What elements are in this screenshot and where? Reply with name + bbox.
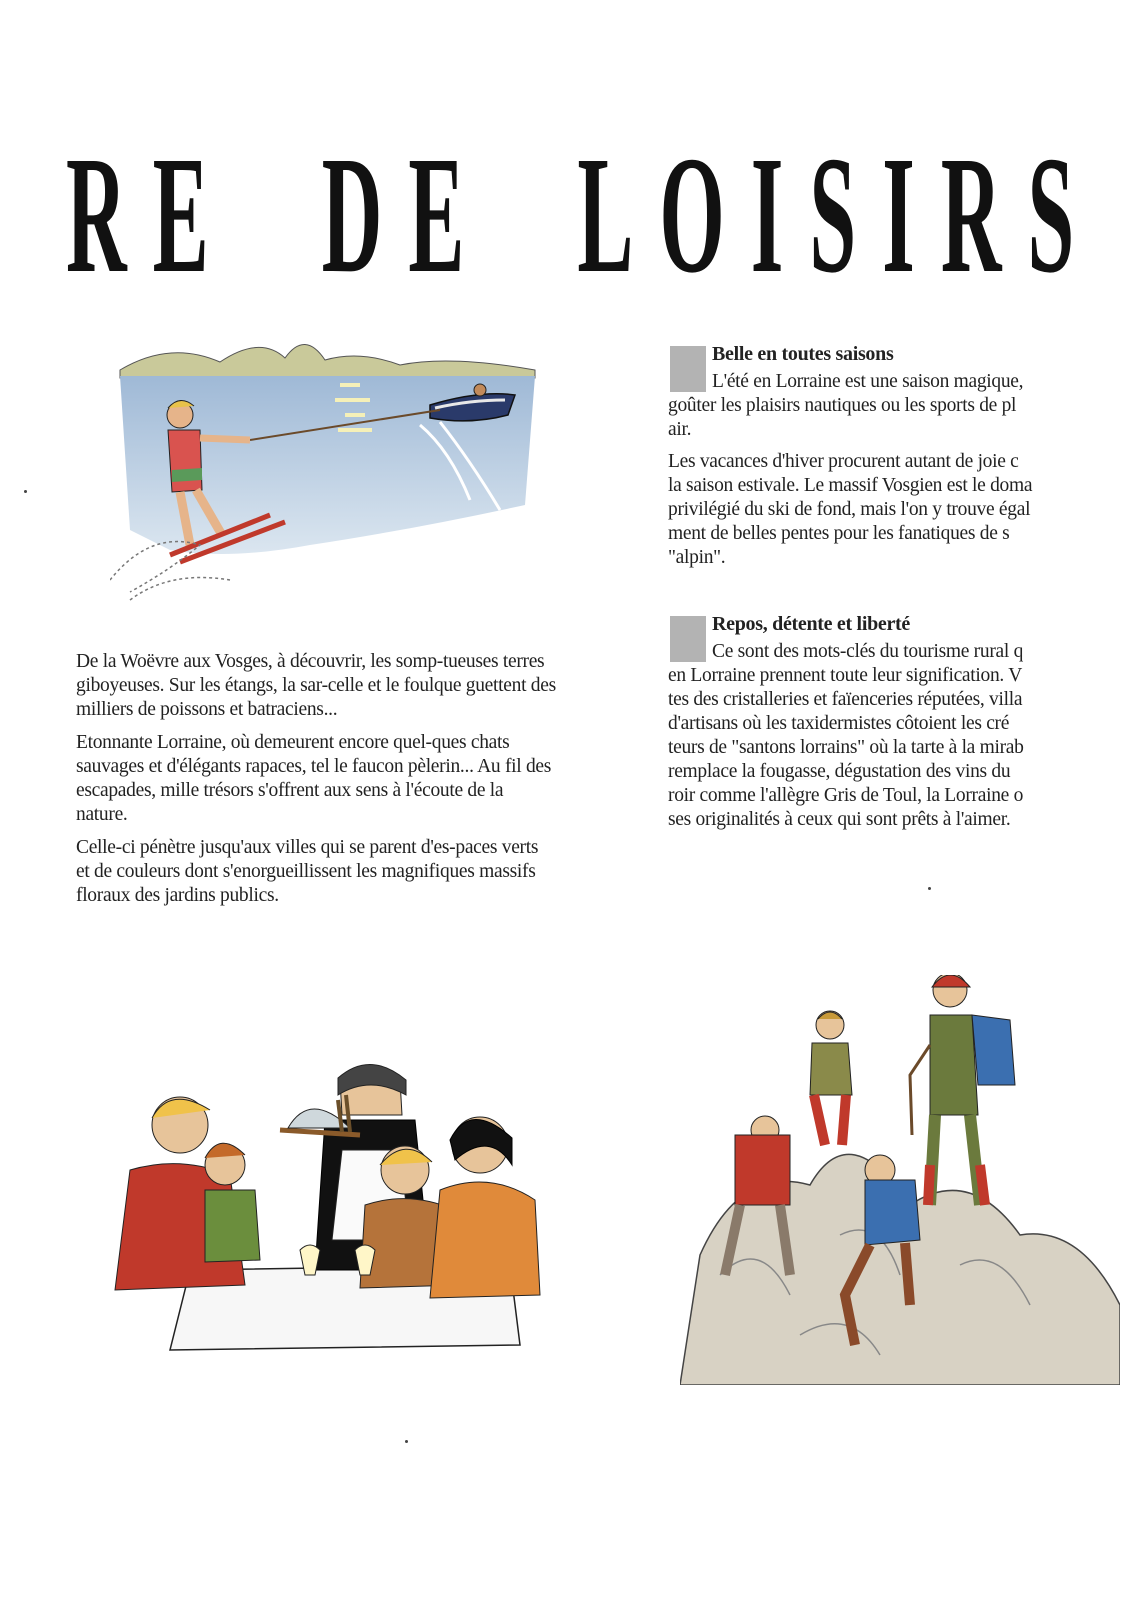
text-line: remplace la fougasse, dégustation des vins du [668,761,1011,782]
section-title: Repos, détente et liberté [712,613,910,635]
right-text-column [668,340,1132,872]
masthead-title: RE DE LOISIRS [66,150,1101,280]
text-line: la saison estivale. Le massif Vosgien est le doma [668,475,1033,496]
section-seasons [668,340,1132,570]
section-marker [670,346,706,392]
paragraph-wildlife: Etonnante Lorraine, où demeurent encore quel-ques chats sauvages et d'élégants rapaces, tel le faucon pèlerin... Au fil des escapades, mille trésors s'offrent aux sens à l'écoute de la nature. [76,732,552,825]
paragraph-cities: Celle-ci pénètre jusqu'aux villes qui se parent d'es-paces verts et de couleurs dont s'enorgueillissent les magnifiques massifs floraux des jardins publics. [76,837,539,906]
paragraph-winter [668,450,1132,570]
text-line: en Lorraine prennent toute leur signification. V [668,665,1022,686]
masthead [66,150,1132,280]
paragraph-rural-tourism [668,640,1132,832]
waterskier-illustration [110,330,540,610]
scan-speck [928,887,931,890]
text-line: goûter les plaisirs nautiques ou les sports de pl [668,395,1017,416]
family-dinner-illustration [110,1040,550,1380]
text-line: ment de belles pentes pour les fanatiques de s [668,523,1010,544]
mountain-climbers-illustration [680,975,1120,1385]
section-rest [668,610,1132,832]
text-line: air. [668,419,692,440]
text-line: d'artisans où les taxidermistes côtoient les cré [668,713,1010,734]
text-line: teurs de "santons lorrains" où la tarte à la mirab [668,737,1024,758]
scan-speck [405,1440,408,1443]
text-line: "alpin". [668,547,726,568]
text-line: tes des cristalleries et faïenceries réputées, villa [668,689,1023,710]
section-title: Belle en toutes saisons [712,343,894,365]
section-marker [670,616,706,662]
text-line: roir comme l'allègre Gris de Toul, la Lorraine o [668,785,1024,806]
text-line: L'été en Lorraine est une saison magique, [712,371,1024,392]
paragraph-summer [668,370,1132,442]
left-text-column [76,650,556,917]
paragraph-nature: De la Woëvre aux Vosges, à découvrir, les somp-tueuses terres giboyeuses. Sur les étangs, la sar-celle et le foulque guettent des milliers de poissons et batraciens... [76,651,556,720]
scan-speck [24,490,27,493]
text-line: ses originalités à ceux qui sont prêts à l'aimer. [668,809,1011,830]
text-line: privilégié du ski de fond, mais l'on y trouve égal [668,499,1031,520]
text-line: Les vacances d'hiver procurent autant de joie c [668,451,1019,472]
text-line: Ce sont des mots-clés du tourisme rural q [712,641,1024,662]
